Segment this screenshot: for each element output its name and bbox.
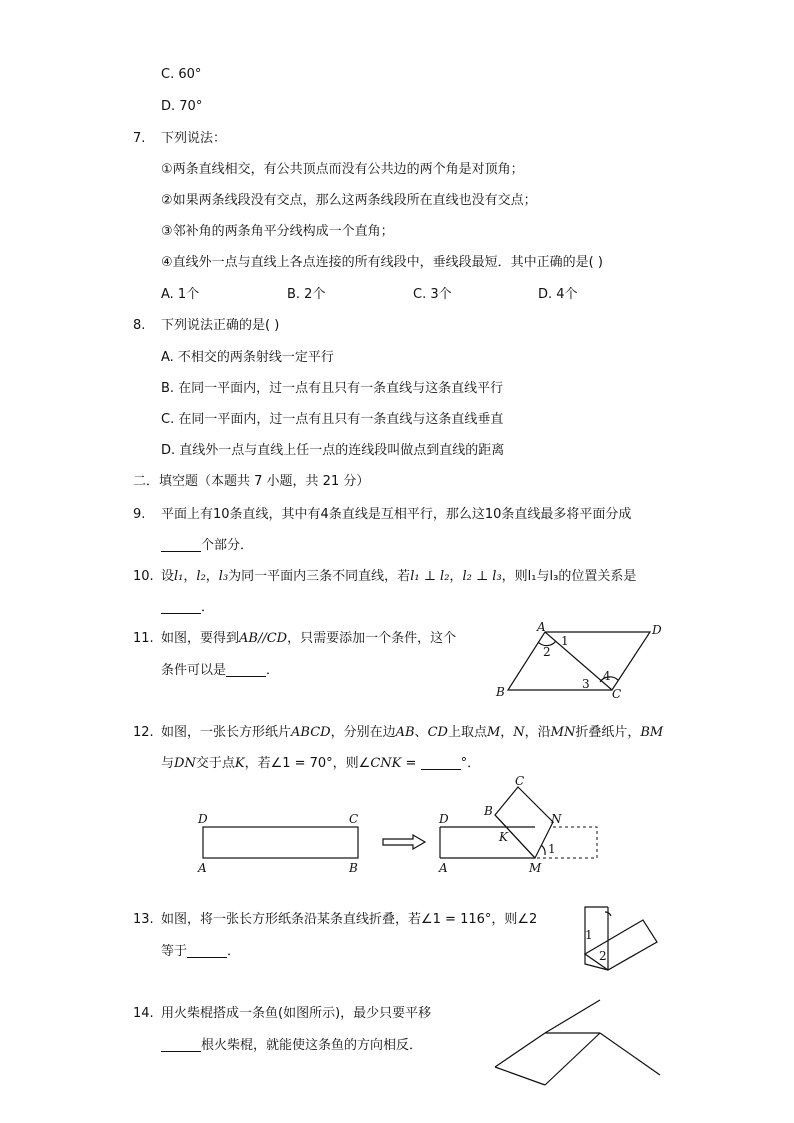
answer-blank — [226, 662, 266, 677]
q7-statement-3: ③邻补角的两条角平分线构成一个直角； — [161, 224, 394, 239]
q11-line-2: 条件可以是 ． — [161, 663, 280, 678]
answer-blank — [421, 755, 461, 770]
q6-option-d: D. 70° — [161, 99, 203, 114]
label-a-right: A — [439, 861, 448, 875]
q8-option-d: D. 直线外一点与直线上任一点的连线段叫做点到直线的距离 — [161, 443, 505, 458]
q8-option-a: A. 不相交的两条射线一定平行 — [161, 350, 334, 365]
q7-statement-1: ①两条直线相交，有公共顶点而没有公共边的两个角是对顶角； — [161, 162, 524, 177]
q14-line-2: 根火柴棍，就能使这条鱼的方向相反． — [161, 1037, 422, 1055]
label-b-right: B — [484, 804, 493, 818]
angle-2: 2 — [599, 949, 607, 963]
q7-option-b: B. 2个 — [287, 287, 326, 302]
q12-line-1: 如图，一张长方形纸片ABCD，分别在边AB、CD上取点M，N，沿MN折叠纸片，BM — [161, 725, 664, 740]
q14-figure — [490, 995, 670, 1090]
q7-stem: 下列说法： — [161, 131, 227, 146]
answer-blank — [161, 599, 201, 614]
label-a: A — [537, 620, 546, 634]
q10-number: 10. — [133, 569, 154, 584]
section-title: 二．填空题（本题共 7 小题，共 21 分） — [133, 474, 370, 489]
label-d: D — [652, 623, 662, 637]
angle-1: 1 — [585, 928, 593, 942]
q12-number: 12. — [133, 725, 154, 740]
answer-blank — [187, 943, 227, 958]
label-b: B — [496, 685, 505, 699]
q8-option-b: B. 在同一平面内，过一点有且只有一条直线与这条直线平行 — [161, 381, 504, 396]
q8-number: 8. — [133, 318, 146, 333]
q8-option-c: C. 在同一平面内，过一点有且只有一条直线与这条直线垂直 — [161, 412, 504, 427]
q11-number: 11. — [133, 631, 154, 646]
label-c-left: C — [349, 812, 359, 826]
label-c: C — [612, 687, 622, 701]
angle-1: 1 — [561, 634, 569, 648]
label-m: M — [529, 861, 542, 875]
q7-number: 7. — [133, 131, 146, 146]
label-c-right: C — [515, 774, 525, 788]
q14-line-1: 用火柴棍搭成一条鱼(如图所示)，最少只要平移 — [161, 1006, 432, 1021]
q6-option-c: C. 60° — [161, 67, 202, 82]
q8-stem: 下列说法正确的是( ) — [161, 318, 280, 333]
q14-number: 14. — [133, 1006, 154, 1021]
q9-line-1: 平面上有10条直线，其中有4条直线是互相平行，那么这10条直线最多将平面分成 — [161, 507, 632, 522]
q13-line-2: 等于 ． — [161, 944, 241, 959]
label-n: N — [551, 812, 562, 826]
answer-blank — [161, 1037, 201, 1052]
angle-2: 2 — [543, 645, 551, 659]
label-a-left: A — [198, 861, 207, 875]
q13-line-1: 如图，将一张长方形纸条沿某条直线折叠，若∠1 = 116°，则∠2 — [161, 912, 538, 927]
angle-4: 4 — [603, 669, 611, 683]
q13-figure — [575, 902, 665, 974]
label-b-left: B — [349, 861, 358, 875]
q9-number: 9. — [133, 507, 146, 522]
angle-1: 1 — [548, 842, 556, 856]
angle-3: 3 — [582, 677, 590, 691]
q12-figure — [195, 775, 605, 875]
q7-statement-4: ④直线外一点与直线上各点连接的所有线段中，垂线段最短．其中正确的是( ) — [161, 255, 603, 270]
q9-line-2: 个部分． — [161, 537, 253, 555]
label-k: K — [499, 830, 508, 844]
q7-option-a: A. 1个 — [161, 287, 200, 302]
answer-blank — [161, 537, 201, 552]
label-d-right: D — [439, 812, 449, 826]
q7-statement-2: ②如果两条线段没有交点，那么这两条线段所在直线也没有交点； — [161, 193, 537, 208]
q11-line-1: 如图，要得到AB//CD，只需要添加一个条件，这个 — [161, 631, 457, 646]
q7-option-d: D. 4个 — [538, 287, 578, 302]
label-d-left: D — [198, 812, 208, 826]
q7-option-c: C. 3个 — [413, 287, 452, 302]
q10-line-1: 设l₁，l₂，l₃为同一平面内三条不同直线，若l₁ ⊥ l₂，l₂ ⊥ l₃，则l₁与l₃的位置关系是 — [161, 569, 637, 584]
q12-line-2: 与DN交于点K，若∠1 = 70°，则∠CNK = °． — [161, 756, 481, 771]
q11-figure — [490, 620, 670, 700]
q10-line-2: ． — [161, 599, 214, 617]
q13-number: 13. — [133, 912, 154, 927]
